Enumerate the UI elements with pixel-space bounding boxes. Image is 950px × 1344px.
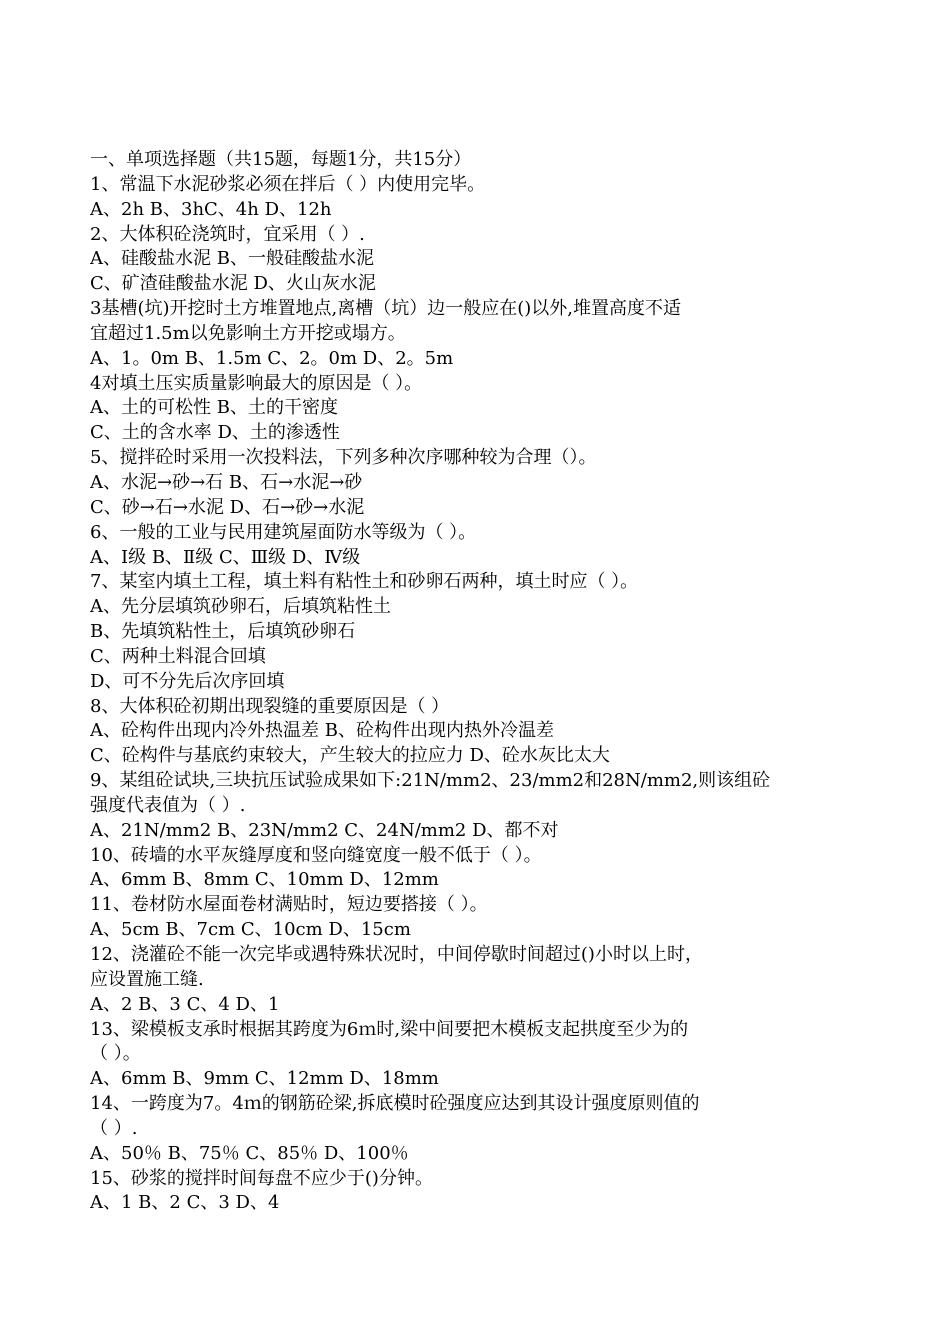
- question-12-continued: 应设置施工缝.: [90, 968, 204, 990]
- question-5-options-cd: C、砂→石→水泥 D、石→砂→水泥: [90, 496, 365, 518]
- question-7: 7、某室内填土工程，填土料有粘性土和砂卵石两种，填土时应（ ）。: [90, 571, 639, 593]
- question-9: 9、某组砼试块,三块抗压试验成果如下:21N/mm2、23/mm2和28N/mm2,则该组砼: [90, 770, 771, 792]
- document-page: [90, 148, 870, 1216]
- question-8: 8、大体积砼初期出现裂缝的重要原因是（ ）: [90, 695, 450, 717]
- question-5-options-ab: A、水泥→砂→石 B、石→水泥→砂: [90, 471, 363, 493]
- question-10: 10、砖墙的水平灰缝厚度和竖向缝宽度一般不低于（ ）。: [90, 844, 542, 866]
- question-8-options-ab: A、砼构件出现内冷外热温差 B、砼构件出现内热外冷温差: [90, 720, 554, 742]
- question-7-option-a: A、先分层填筑砂卵石，后填筑粘性土: [90, 596, 391, 618]
- question-11: 11、卷材防水屋面卷材满贴时，短边要搭接（ ）。: [90, 894, 488, 916]
- question-13: 13、梁模板支承时根据其跨度为6ｍ时,梁中间要把木模板支起拱度至少为的: [90, 1018, 689, 1040]
- section-heading: 一、单项选择题（共15题，每题1分，共15分）: [90, 149, 472, 170]
- question-2-options-ab: A、硅酸盐水泥 B、一般硅酸盐水泥: [90, 248, 374, 270]
- question-4-options-cd: C、土的含水率 D、土的渗透性: [90, 422, 340, 444]
- question-14-continued: （ ）.: [90, 1117, 138, 1139]
- question-15: 15、砂浆的搅拌时间每盘不应少于()分钟。: [90, 1167, 433, 1189]
- question-10-options: A、6mm B、8mm C、10mm D、12mm: [90, 869, 439, 891]
- question-2-options-cd: C、矿渣硅酸盐水泥 D、火山灰水泥: [90, 273, 376, 295]
- question-14: 14、一跨度为7。4ｍ的钢筋砼梁,拆底模时砼强度应达到其设计强度原则值的: [90, 1093, 700, 1115]
- question-3-options: A、1。0m B、1.5m C、2。0m D、2。5m: [90, 347, 454, 369]
- question-3-continued: 宜超过1.5m以免影响土方开挖或塌方。: [90, 322, 406, 344]
- question-3: 3基槽(坑)开挖时土方堆置地点,离槽（坑）边一般应在()以外,堆置高度不适: [90, 298, 681, 320]
- question-4: 4对填土压实质量影响最大的原因是（ ）。: [90, 372, 423, 394]
- question-15-options: A、1 B、2 C、3 D、4: [90, 1192, 280, 1214]
- question-1-options: A、2h B、3hC、4h D、12h: [90, 198, 332, 220]
- question-14-options: A、50％ B、75％ C、85％ D、100％: [90, 1142, 409, 1164]
- question-5: 5、搅拌砼时采用一次投料法，下列多种次序哪种较为合理（）。: [90, 447, 597, 469]
- question-9-continued: 强度代表值为（ ）.: [90, 794, 246, 816]
- question-12: 12、浇灌砼不能一次完毕或遇特殊状况时，中间停歇时间超过()小时以上时，: [90, 944, 703, 965]
- question-13-continued: （ ）。: [90, 1043, 141, 1065]
- question-8-options-cd: C、砼构件与基底约束较大，产生较大的拉应力 D、砼水灰比太大: [90, 745, 610, 767]
- question-4-options-ab: A、土的可松性 B、土的干密度: [90, 397, 338, 419]
- question-7-option-c: C、两种土料混合回填: [90, 645, 266, 667]
- question-12-options: A、2 B、3 C、4 D、1: [90, 993, 280, 1015]
- question-6-options: A、Ⅰ级 B、Ⅱ级 C、Ⅲ级 D、Ⅳ级: [90, 546, 361, 568]
- question-2: 2、大体积砼浇筑时，宜采用（ ）.: [90, 223, 365, 245]
- question-7-option-b: B、先填筑粘性土，后填筑砂卵石: [90, 621, 356, 643]
- question-1: 1、常温下水泥砂浆必须在拌后（ ）内使用完毕。: [90, 173, 486, 195]
- question-13-options: A、6mm B、9mm C、12mm D、18mm: [90, 1068, 439, 1090]
- question-9-options: A、21N/mm2 B、23N/mm2 C、24N/mm2 D、都不对: [90, 819, 559, 841]
- question-7-option-d: D、可不分先后次序回填: [90, 670, 285, 692]
- question-11-options: A、5cm B、7cm C、10cm D、15cm: [90, 919, 411, 941]
- question-6: 6、一般的工业与民用建筑屋面防水等级为（ ）。: [90, 521, 477, 543]
